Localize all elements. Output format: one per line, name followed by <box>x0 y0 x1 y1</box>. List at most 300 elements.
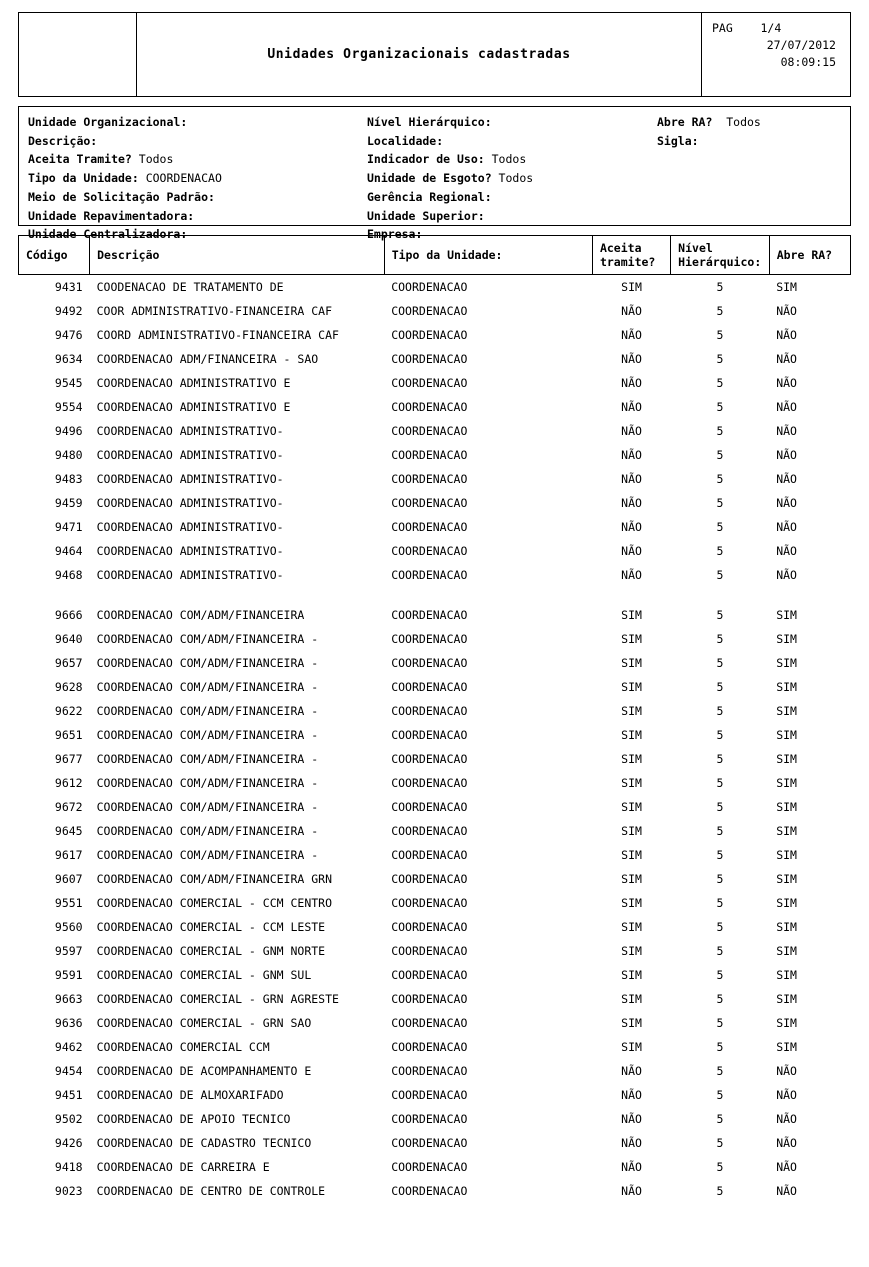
cell-descricao: COORDENACAO COMERCIAL - CCM LESTE <box>96 920 326 934</box>
cell-tipo-unidade: COORDENACAO <box>391 1136 468 1150</box>
cell-descricao: COORDENACAO COM/ADM/FINANCEIRA - <box>96 632 319 646</box>
cell-aceita-tramite: SIM <box>621 872 642 886</box>
cell-aceita-tramite: SIM <box>621 1016 642 1030</box>
table-row <box>19 299 851 323</box>
cell-nivel-hierarquico: 5 <box>716 920 724 934</box>
cell-codigo: 9545 <box>54 376 83 390</box>
cell-tipo-unidade: COORDENACAO <box>391 424 468 438</box>
cell-aceita-tramite: NÃO <box>621 1064 642 1078</box>
table-row <box>19 1107 851 1131</box>
cell-aceita-tramite: NÃO <box>621 424 642 438</box>
column-header-tipo: Tipo da Unidade: <box>384 236 592 275</box>
cell-aceita-tramite: SIM <box>621 920 642 934</box>
cell-nivel-hierarquico: 5 <box>716 728 724 742</box>
table-body <box>19 275 851 1204</box>
cell-nivel-hierarquico: 5 <box>716 848 724 862</box>
cell-aceita-tramite: SIM <box>621 776 642 790</box>
table-row <box>19 1059 851 1083</box>
cell-codigo: 9591 <box>54 968 83 982</box>
cell-tipo-unidade: COORDENACAO <box>391 992 468 1006</box>
header-logo-cell <box>19 13 137 96</box>
filter-row <box>28 169 367 188</box>
cell-nivel-hierarquico: 5 <box>716 568 724 582</box>
cell-aceita-tramite: NÃO <box>621 544 642 558</box>
table-row <box>19 675 851 699</box>
cell-descricao: COORDENACAO COMERCIAL - CCM CENTRO <box>96 896 333 910</box>
cell-nivel-hierarquico: 5 <box>716 1016 724 1030</box>
cell-codigo: 9464 <box>54 544 83 558</box>
table-row <box>19 371 851 395</box>
filter-value: Todos <box>491 171 534 186</box>
cell-descricao: COORDENACAO COM/ADM/FINANCEIRA - <box>96 800 319 814</box>
cell-tipo-unidade: COORDENACAO <box>391 608 468 622</box>
table-row <box>19 603 851 627</box>
column-header-descricao: Descrição <box>90 236 385 275</box>
cell-descricao: COORDENACAO COMERCIAL CCM <box>96 1040 270 1054</box>
cell-descricao: COORDENACAO COM/ADM/FINANCEIRA GRN <box>96 872 333 886</box>
cell-tipo-unidade: COORDENACAO <box>391 472 468 486</box>
cell-aceita-tramite: NÃO <box>621 1160 642 1174</box>
cell-tipo-unidade: COORDENACAO <box>391 920 468 934</box>
filter-row <box>367 207 657 226</box>
column-header-aceita-line2: tramite? <box>599 255 656 269</box>
table-row <box>19 1179 851 1203</box>
table-row <box>19 939 851 963</box>
cell-descricao: COORDENACAO DE CADASTRO TECNICO <box>96 1136 312 1150</box>
filter-label: Sigla: <box>657 133 699 148</box>
table-row <box>19 867 851 891</box>
cell-codigo: 9554 <box>54 400 83 414</box>
cell-codigo: 9468 <box>54 568 83 582</box>
cell-descricao: COORD ADMINISTRATIVO-FINANCEIRA CAF <box>96 328 339 342</box>
table-row <box>19 419 851 443</box>
cell-tipo-unidade: COORDENACAO <box>391 1184 468 1198</box>
pag-label: PAG <box>712 21 733 35</box>
cell-tipo-unidade: COORDENACAO <box>391 376 468 390</box>
cell-tipo-unidade: COORDENACAO <box>391 328 468 342</box>
cell-abre-ra: SIM <box>776 608 797 622</box>
column-header-nivel-line2: Hierárquico: <box>678 255 762 269</box>
filter-value: Todos <box>712 115 761 129</box>
cell-descricao: COORDENACAO DE APOIO TECNICO <box>96 1112 291 1126</box>
cell-nivel-hierarquico: 5 <box>716 1136 724 1150</box>
table-row <box>19 771 851 795</box>
cell-tipo-unidade: COORDENACAO <box>391 1160 468 1174</box>
page-title: Unidades Organizacionais cadastradas <box>267 47 571 62</box>
cell-codigo: 9651 <box>54 728 83 742</box>
cell-nivel-hierarquico: 5 <box>716 632 724 646</box>
cell-tipo-unidade: COORDENACAO <box>391 1064 468 1078</box>
cell-codigo: 9476 <box>54 328 83 342</box>
cell-nivel-hierarquico: 5 <box>716 544 724 558</box>
table-row <box>19 891 851 915</box>
column-header-nivel <box>671 236 770 275</box>
filter-label: Unidade Organizacional: <box>28 115 188 129</box>
filter-label: Tipo da Unidade: <box>28 171 139 186</box>
cell-tipo-unidade: COORDENACAO <box>391 896 468 910</box>
table-row <box>19 1155 851 1179</box>
filter-row <box>28 113 367 132</box>
filter-label: Unidade de Esgoto? <box>367 171 492 186</box>
cell-descricao: COORDENACAO DE ACOMPANHAMENTO E <box>96 1064 312 1078</box>
cell-abre-ra: NÃO <box>776 448 797 462</box>
cell-descricao: COORDENACAO ADMINISTRATIVO- <box>96 544 284 558</box>
table-row <box>19 1131 851 1155</box>
cell-tipo-unidade: COORDENACAO <box>391 352 468 366</box>
cell-abre-ra: SIM <box>776 752 797 766</box>
cell-abre-ra: NÃO <box>776 1136 797 1150</box>
cell-codigo: 9636 <box>54 1016 83 1030</box>
cell-abre-ra: NÃO <box>776 520 797 534</box>
filter-row <box>28 132 367 151</box>
cell-descricao: COORDENACAO COMERCIAL - GNM SUL <box>96 968 312 982</box>
cell-nivel-hierarquico: 5 <box>716 280 724 294</box>
table-row <box>19 819 851 843</box>
cell-descricao: COORDENACAO COM/ADM/FINANCEIRA <box>96 608 305 622</box>
cell-abre-ra: SIM <box>776 800 797 814</box>
cell-nivel-hierarquico: 5 <box>716 800 724 814</box>
cell-nivel-hierarquico: 5 <box>716 352 724 366</box>
cell-descricao: COORDENACAO DE ALMOXARIFADO <box>96 1088 284 1102</box>
cell-aceita-tramite: SIM <box>621 1040 642 1054</box>
cell-aceita-tramite: SIM <box>621 632 642 646</box>
filter-column-3 <box>657 113 850 225</box>
cell-aceita-tramite: NÃO <box>621 472 642 486</box>
cell-descricao: COORDENACAO ADMINISTRATIVO- <box>96 448 284 462</box>
cell-aceita-tramite: NÃO <box>621 400 642 414</box>
column-header-abre-ra: Abre RA? <box>769 236 850 275</box>
cell-nivel-hierarquico: 5 <box>716 992 724 1006</box>
cell-tipo-unidade: COORDENACAO <box>391 1112 468 1126</box>
cell-aceita-tramite: NÃO <box>621 1184 642 1198</box>
cell-aceita-tramite: SIM <box>621 800 642 814</box>
cell-abre-ra: NÃO <box>776 304 797 318</box>
table-row <box>19 515 851 539</box>
cell-aceita-tramite: NÃO <box>621 448 642 462</box>
cell-descricao: COORDENACAO COMERCIAL - GRN SAO <box>96 1016 312 1030</box>
table-row <box>19 795 851 819</box>
cell-nivel-hierarquico: 5 <box>716 472 724 486</box>
cell-descricao: COOR ADMINISTRATIVO-FINANCEIRA CAF <box>96 304 333 318</box>
report-header <box>18 12 851 97</box>
cell-tipo-unidade: COORDENACAO <box>391 872 468 886</box>
cell-abre-ra: NÃO <box>776 544 797 558</box>
cell-codigo: 9483 <box>54 472 83 486</box>
filter-label: Empresa: <box>367 227 423 242</box>
cell-abre-ra: SIM <box>776 776 797 790</box>
cell-tipo-unidade: COORDENACAO <box>391 848 468 862</box>
cell-aceita-tramite: NÃO <box>621 328 642 342</box>
filter-value: COORDENACAO <box>138 171 222 186</box>
cell-abre-ra: SIM <box>776 280 797 294</box>
cell-tipo-unidade: COORDENACAO <box>391 448 468 462</box>
column-header-codigo: Código <box>19 236 90 275</box>
cell-descricao: COORDENACAO COM/ADM/FINANCEIRA - <box>96 824 319 838</box>
cell-tipo-unidade: COORDENACAO <box>391 968 468 982</box>
cell-tipo-unidade: COORDENACAO <box>391 520 468 534</box>
cell-descricao: COORDENACAO COM/ADM/FINANCEIRA - <box>96 776 319 790</box>
cell-aceita-tramite: SIM <box>621 656 642 670</box>
column-header-nivel-line1: Nível <box>678 241 713 255</box>
cell-abre-ra: NÃO <box>776 1184 797 1198</box>
cell-abre-ra: SIM <box>776 992 797 1006</box>
cell-codigo: 9666 <box>54 608 83 622</box>
filter-row <box>367 132 657 151</box>
cell-nivel-hierarquico: 5 <box>716 1160 724 1174</box>
cell-codigo: 9492 <box>54 304 83 318</box>
table-row <box>19 627 851 651</box>
cell-abre-ra: SIM <box>776 872 797 886</box>
cell-abre-ra: SIM <box>776 968 797 982</box>
cell-codigo: 9451 <box>54 1088 83 1102</box>
filter-label: Unidade Superior: <box>367 208 485 223</box>
cell-abre-ra: NÃO <box>776 328 797 342</box>
cell-descricao: COORDENACAO DE CENTRO DE CONTROLE <box>96 1184 326 1198</box>
filter-row <box>367 113 657 132</box>
cell-descricao: COORDENACAO ADMINISTRATIVO E <box>96 400 291 414</box>
cell-aceita-tramite: NÃO <box>621 304 642 318</box>
cell-descricao: COORDENACAO ADMINISTRATIVO- <box>96 568 284 582</box>
cell-codigo: 9607 <box>54 872 83 886</box>
cell-codigo: 9617 <box>54 848 83 862</box>
filter-row <box>28 150 367 169</box>
cell-tipo-unidade: COORDENACAO <box>391 800 468 814</box>
cell-tipo-unidade: COORDENACAO <box>391 752 468 766</box>
cell-abre-ra: SIM <box>776 1016 797 1030</box>
table-row <box>19 843 851 867</box>
cell-aceita-tramite: NÃO <box>621 520 642 534</box>
filter-row <box>28 188 367 207</box>
cell-tipo-unidade: COORDENACAO <box>391 304 468 318</box>
cell-codigo: 9560 <box>54 920 83 934</box>
cell-tipo-unidade: COORDENACAO <box>391 680 468 694</box>
cell-codigo: 9480 <box>54 448 83 462</box>
filter-label: Unidade Centralizadora: <box>28 227 188 242</box>
cell-codigo: 9645 <box>54 824 83 838</box>
cell-codigo: 9634 <box>54 352 83 366</box>
cell-descricao: COORDENACAO ADM/FINANCEIRA - SAO <box>96 352 319 366</box>
table-row <box>19 1083 851 1107</box>
cell-tipo-unidade: COORDENACAO <box>391 656 468 670</box>
table-row <box>19 963 851 987</box>
cell-codigo: 9622 <box>54 704 83 718</box>
header-title-cell <box>137 13 702 96</box>
table-row <box>19 915 851 939</box>
cell-descricao: COORDENACAO COM/ADM/FINANCEIRA - <box>96 656 319 670</box>
cell-abre-ra: NÃO <box>776 352 797 366</box>
cell-nivel-hierarquico: 5 <box>716 968 724 982</box>
cell-nivel-hierarquico: 5 <box>716 1184 724 1198</box>
cell-nivel-hierarquico: 5 <box>716 448 724 462</box>
cell-descricao: COORDENACAO COM/ADM/FINANCEIRA - <box>96 728 319 742</box>
filter-column-1 <box>19 113 367 242</box>
cell-tipo-unidade: COORDENACAO <box>391 728 468 742</box>
cell-abre-ra: SIM <box>776 824 797 838</box>
cell-abre-ra: NÃO <box>776 1088 797 1102</box>
filter-label: Indicador de Uso: <box>367 152 485 167</box>
cell-nivel-hierarquico: 5 <box>716 656 724 670</box>
filter-column-2 <box>367 113 657 242</box>
cell-codigo: 9462 <box>54 1040 83 1054</box>
column-header-aceita-line1: Aceita <box>599 241 642 255</box>
filter-label: Gerência Regional: <box>367 189 492 204</box>
cell-descricao: COORDENACAO COM/ADM/FINANCEIRA - <box>96 704 319 718</box>
cell-nivel-hierarquico: 5 <box>716 496 724 510</box>
cell-nivel-hierarquico: 5 <box>716 304 724 318</box>
filter-label: Meio de Solicitação Padrão: <box>28 189 215 204</box>
cell-codigo: 9426 <box>54 1136 83 1150</box>
cell-codigo: 9471 <box>54 520 83 534</box>
cell-nivel-hierarquico: 5 <box>716 680 724 694</box>
cell-tipo-unidade: COORDENACAO <box>391 1088 468 1102</box>
cell-nivel-hierarquico: 5 <box>716 704 724 718</box>
cell-abre-ra: SIM <box>776 728 797 742</box>
cell-abre-ra: NÃO <box>776 424 797 438</box>
cell-descricao: COORDENACAO COMERCIAL - GNM NORTE <box>96 944 326 958</box>
column-header-aceita-tramite <box>592 236 670 275</box>
table-row <box>19 1011 851 1035</box>
cell-descricao: COORDENACAO COM/ADM/FINANCEIRA - <box>96 680 319 694</box>
cell-aceita-tramite: NÃO <box>621 1136 642 1150</box>
table-row <box>19 443 851 467</box>
cell-abre-ra: SIM <box>776 1040 797 1054</box>
cell-codigo: 9502 <box>54 1112 83 1126</box>
cell-descricao: COORDENACAO ADMINISTRATIVO- <box>96 496 284 510</box>
cell-tipo-unidade: COORDENACAO <box>391 496 468 510</box>
report-time: 08:09:15 <box>780 55 836 69</box>
cell-tipo-unidade: COORDENACAO <box>391 824 468 838</box>
table-row <box>19 563 851 587</box>
cell-codigo: 9612 <box>54 776 83 790</box>
cell-codigo: 9496 <box>54 424 83 438</box>
table-row <box>19 491 851 515</box>
cell-descricao: COORDENACAO COM/ADM/FINANCEIRA - <box>96 752 319 766</box>
cell-codigo: 9431 <box>54 280 83 294</box>
table-row <box>19 987 851 1011</box>
cell-nivel-hierarquico: 5 <box>716 1064 724 1078</box>
cell-codigo: 9677 <box>54 752 83 766</box>
cell-nivel-hierarquico: 5 <box>716 328 724 342</box>
cell-codigo: 9597 <box>54 944 83 958</box>
cell-aceita-tramite: NÃO <box>621 376 642 390</box>
cell-abre-ra: SIM <box>776 656 797 670</box>
cell-tipo-unidade: COORDENACAO <box>391 1040 468 1054</box>
cell-aceita-tramite: NÃO <box>621 1088 642 1102</box>
table-row <box>19 323 851 347</box>
table-row <box>19 395 851 419</box>
cell-aceita-tramite: SIM <box>621 752 642 766</box>
table-row <box>19 275 851 300</box>
cell-codigo: 9628 <box>54 680 83 694</box>
cell-abre-ra: SIM <box>776 920 797 934</box>
cell-aceita-tramite: SIM <box>621 896 642 910</box>
filter-criteria-box <box>18 106 851 242</box>
spacer-cell <box>19 587 851 603</box>
cell-abre-ra: SIM <box>776 896 797 910</box>
cell-aceita-tramite: SIM <box>621 704 642 718</box>
cell-aceita-tramite: NÃO <box>621 568 642 582</box>
table-row <box>19 747 851 771</box>
cell-codigo: 9657 <box>54 656 83 670</box>
table-row <box>19 699 851 723</box>
filter-label: Descrição: <box>28 133 98 148</box>
cell-aceita-tramite: SIM <box>621 824 642 838</box>
cell-codigo: 9672 <box>54 800 83 814</box>
cell-abre-ra: NÃO <box>776 568 797 582</box>
cell-nivel-hierarquico: 5 <box>716 896 724 910</box>
cell-descricao: COORDENACAO COM/ADM/FINANCEIRA - <box>96 848 319 862</box>
cell-aceita-tramite: SIM <box>621 944 642 958</box>
cell-tipo-unidade: COORDENACAO <box>391 568 468 582</box>
cell-nivel-hierarquico: 5 <box>716 424 724 438</box>
cell-nivel-hierarquico: 5 <box>716 944 724 958</box>
cell-descricao: COORDENACAO ADMINISTRATIVO- <box>96 520 284 534</box>
cell-aceita-tramite: SIM <box>621 680 642 694</box>
filter-row <box>367 150 657 169</box>
cell-aceita-tramite: NÃO <box>621 352 642 366</box>
units-table <box>18 235 851 1203</box>
table-row <box>19 539 851 563</box>
cell-descricao: COORDENACAO DE CARREIRA E <box>96 1160 270 1174</box>
cell-tipo-unidade: COORDENACAO <box>391 944 468 958</box>
pag-value: 1/4 <box>760 21 782 35</box>
filter-row <box>367 188 657 207</box>
cell-nivel-hierarquico: 5 <box>716 872 724 886</box>
cell-nivel-hierarquico: 5 <box>716 608 724 622</box>
page-number-row <box>712 20 842 37</box>
cell-abre-ra: NÃO <box>776 400 797 414</box>
cell-codigo: 9454 <box>54 1064 83 1078</box>
cell-codigo: 9459 <box>54 496 83 510</box>
cell-abre-ra: NÃO <box>776 1064 797 1078</box>
filter-label: Localidade: <box>367 133 444 148</box>
table-row <box>19 347 851 371</box>
filter-row <box>657 113 850 132</box>
cell-tipo-unidade: COORDENACAO <box>391 704 468 718</box>
cell-nivel-hierarquico: 5 <box>716 520 724 534</box>
table-row <box>19 1035 851 1059</box>
cell-abre-ra: SIM <box>776 704 797 718</box>
table-row <box>19 651 851 675</box>
filter-value: Todos <box>131 152 174 167</box>
cell-nivel-hierarquico: 5 <box>716 1088 724 1102</box>
report-date: 27/07/2012 <box>766 38 836 52</box>
filter-label: Abre RA? <box>657 115 713 129</box>
cell-aceita-tramite: NÃO <box>621 1112 642 1126</box>
cell-aceita-tramite: SIM <box>621 992 642 1006</box>
cell-codigo: 9023 <box>54 1184 83 1198</box>
cell-abre-ra: SIM <box>776 944 797 958</box>
filter-label: Aceita Tramite? <box>28 152 132 167</box>
table-row <box>19 723 851 747</box>
cell-descricao: COODENACAO DE TRATAMENTO DE <box>96 280 284 294</box>
filter-label: Unidade Repavimentadora: <box>28 208 195 223</box>
table-row-spacer <box>19 587 851 603</box>
cell-tipo-unidade: COORDENACAO <box>391 632 468 646</box>
cell-tipo-unidade: COORDENACAO <box>391 776 468 790</box>
filter-label: Nível Hierárquico: <box>367 115 492 129</box>
cell-nivel-hierarquico: 5 <box>716 824 724 838</box>
cell-nivel-hierarquico: 5 <box>716 776 724 790</box>
table-row <box>19 467 851 491</box>
cell-nivel-hierarquico: 5 <box>716 376 724 390</box>
cell-codigo: 9640 <box>54 632 83 646</box>
cell-codigo: 9663 <box>54 992 83 1006</box>
cell-abre-ra: SIM <box>776 632 797 646</box>
filter-row <box>28 207 367 226</box>
cell-nivel-hierarquico: 5 <box>716 1112 724 1126</box>
cell-descricao: COORDENACAO COMERCIAL - GRN AGRESTE <box>96 992 339 1006</box>
